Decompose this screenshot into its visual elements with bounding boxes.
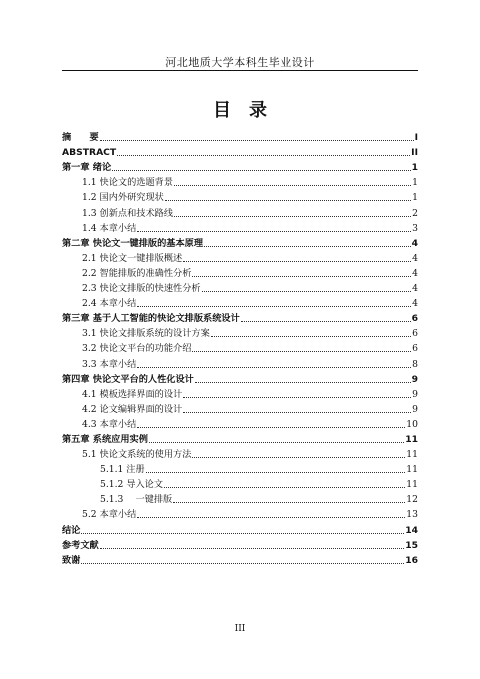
toc-entry-title: 5.1.3 一键排版 (100, 494, 173, 506)
dot-leader (137, 231, 411, 232)
dot-leader (117, 155, 410, 156)
toc-entry-title: 1.4 本章小结 (82, 222, 137, 234)
toc-entry-page: 9 (412, 403, 418, 415)
toc-entry (62, 475, 418, 490)
toc-entry (62, 430, 418, 445)
toc-entry (62, 354, 418, 369)
toc-entry-page: 2 (412, 207, 418, 219)
dot-leader (174, 216, 411, 217)
toc-entry-page: 11 (406, 464, 418, 476)
toc-entry (62, 385, 418, 400)
table-of-contents (62, 128, 418, 566)
dot-leader (211, 336, 411, 337)
running-header: 河北地质大学本科生毕业设计 (165, 56, 315, 69)
dot-leader (81, 563, 404, 564)
toc-entry (62, 128, 418, 143)
toc-entry (62, 309, 418, 324)
toc-entry (62, 324, 418, 339)
toc-entry-title: 摘 要 (62, 132, 99, 144)
toc-entry-title: 2.3 快论文排版的快速性分析 (82, 283, 201, 295)
toc-entry (62, 460, 418, 475)
dot-leader (137, 517, 405, 518)
toc-entry-title: 5.1.1 注册 (100, 464, 145, 476)
toc-entry-title: 参考文献 (62, 539, 99, 551)
toc-entry-page: 1 (411, 162, 418, 174)
toc-entry-page: 14 (405, 524, 418, 536)
toc-entry (62, 294, 418, 309)
toc-entry (62, 520, 418, 535)
toc-entry-title: 3.1 快论文排版系统的设计方案 (82, 328, 210, 340)
toc-entry-title: 3.2 快论文平台的功能介绍 (82, 343, 192, 355)
toc-entry-title: 第三章 基于人工智能的快论文排版系统设计 (62, 313, 240, 325)
dot-leader (146, 472, 406, 473)
toc-entry (62, 551, 418, 566)
toc-entry-title: 第四章 快论文平台的人性化设计 (62, 373, 194, 385)
dot-leader (183, 397, 411, 398)
toc-entry (62, 370, 418, 385)
toc-entry (62, 219, 418, 234)
toc-entry (62, 234, 418, 249)
toc-entry-title: 5.2 本章小结 (82, 509, 137, 521)
dot-leader (164, 487, 405, 488)
dot-leader (195, 382, 411, 383)
toc-entry-page: 8 (412, 358, 418, 370)
toc-entry-page: 10 (406, 418, 418, 430)
dot-leader (149, 442, 404, 443)
dot-leader (137, 367, 411, 368)
page-number: III (234, 624, 246, 634)
toc-entry (62, 203, 418, 218)
toc-entry-page: I (414, 132, 418, 144)
dot-leader (173, 502, 405, 503)
toc-entry-title: 5.1.2 导入论文 (100, 479, 164, 491)
toc-entry-page: 13 (406, 509, 418, 521)
toc-entry-title: 4.1 模板选择界面的设计 (82, 388, 183, 400)
toc-entry-page: 6 (412, 343, 418, 355)
dot-leader (192, 276, 411, 277)
dot-leader (112, 170, 410, 171)
toc-entry (62, 279, 418, 294)
toc-title: 目 录 (213, 100, 267, 121)
dot-leader (100, 140, 414, 141)
dot-leader (192, 457, 405, 458)
toc-entry-page: 3 (412, 222, 418, 234)
dot-leader (137, 306, 411, 307)
dot-leader (81, 533, 404, 534)
toc-entry (62, 158, 418, 173)
toc-entry-title: 2.2 智能排版的准确性分析 (82, 267, 192, 279)
dot-leader (174, 185, 411, 186)
toc-entry-title: 3.3 本章小结 (82, 358, 137, 370)
toc-entry (62, 400, 418, 415)
toc-entry (62, 339, 418, 354)
header-rule (62, 70, 418, 71)
toc-entry-page: 9 (411, 373, 418, 385)
dot-leader (183, 412, 411, 413)
toc-entry-title: 1.2 国内外研究现状 (82, 192, 164, 204)
toc-entry-page: 11 (406, 479, 418, 491)
toc-entry-page: 9 (412, 388, 418, 400)
toc-entry-title: ABSTRACT (62, 147, 117, 159)
dot-leader (204, 246, 411, 247)
dot-leader (202, 291, 412, 292)
toc-entry-title: 5.1 快论文系统的使用方法 (82, 449, 192, 461)
toc-entry-title: 4.2 论文编辑界面的设计 (82, 403, 183, 415)
toc-entry (62, 445, 418, 460)
dot-leader (100, 548, 404, 549)
toc-entry-title: 4.3 本章小结 (82, 418, 137, 430)
toc-entry-title: 结论 (62, 524, 81, 536)
toc-entry-title: 1.3 创新点和技术路线 (82, 207, 174, 219)
toc-entry (62, 143, 418, 158)
dot-leader (183, 261, 411, 262)
toc-entry-page: 1 (412, 177, 418, 189)
toc-entry (62, 249, 418, 264)
dot-leader (192, 351, 411, 352)
toc-entry-page: 4 (412, 283, 418, 295)
toc-entry-page: 11 (406, 449, 418, 461)
toc-entry-title: 1.1 快论文的选题背景 (82, 177, 174, 189)
toc-entry-page: 4 (412, 267, 418, 279)
toc-entry (62, 536, 418, 551)
toc-entry-page: 12 (406, 494, 418, 506)
toc-entry (62, 264, 418, 279)
toc-entry-title: 第五章 系统应用实例 (62, 433, 148, 445)
toc-entry-page: 4 (412, 252, 418, 264)
toc-entry-page: II (411, 147, 418, 159)
dot-leader (165, 200, 411, 201)
toc-entry-title: 第二章 快论文一键排版的基本原理 (62, 237, 204, 249)
dot-leader (241, 321, 411, 322)
toc-entry-title: 2.1 快论文一键排版概述 (82, 252, 183, 264)
toc-entry-title: 致谢 (62, 554, 81, 566)
toc-entry-title: 2.4 本章小结 (82, 298, 137, 310)
toc-entry (62, 415, 418, 430)
toc-entry-page: 4 (411, 237, 418, 249)
toc-entry-page: 6 (412, 328, 418, 340)
toc-entry (62, 490, 418, 505)
toc-entry-page: 15 (405, 539, 418, 551)
toc-entry (62, 188, 418, 203)
toc-entry-page: 16 (405, 554, 418, 566)
toc-entry (62, 173, 418, 188)
dot-leader (137, 427, 405, 428)
toc-entry-page: 4 (412, 298, 418, 310)
toc-entry (62, 505, 418, 520)
toc-entry-page: 6 (411, 313, 418, 325)
toc-entry-page: 1 (412, 192, 418, 204)
toc-entry-title: 第一章 绪论 (62, 162, 112, 174)
toc-entry-page: 11 (405, 433, 418, 445)
